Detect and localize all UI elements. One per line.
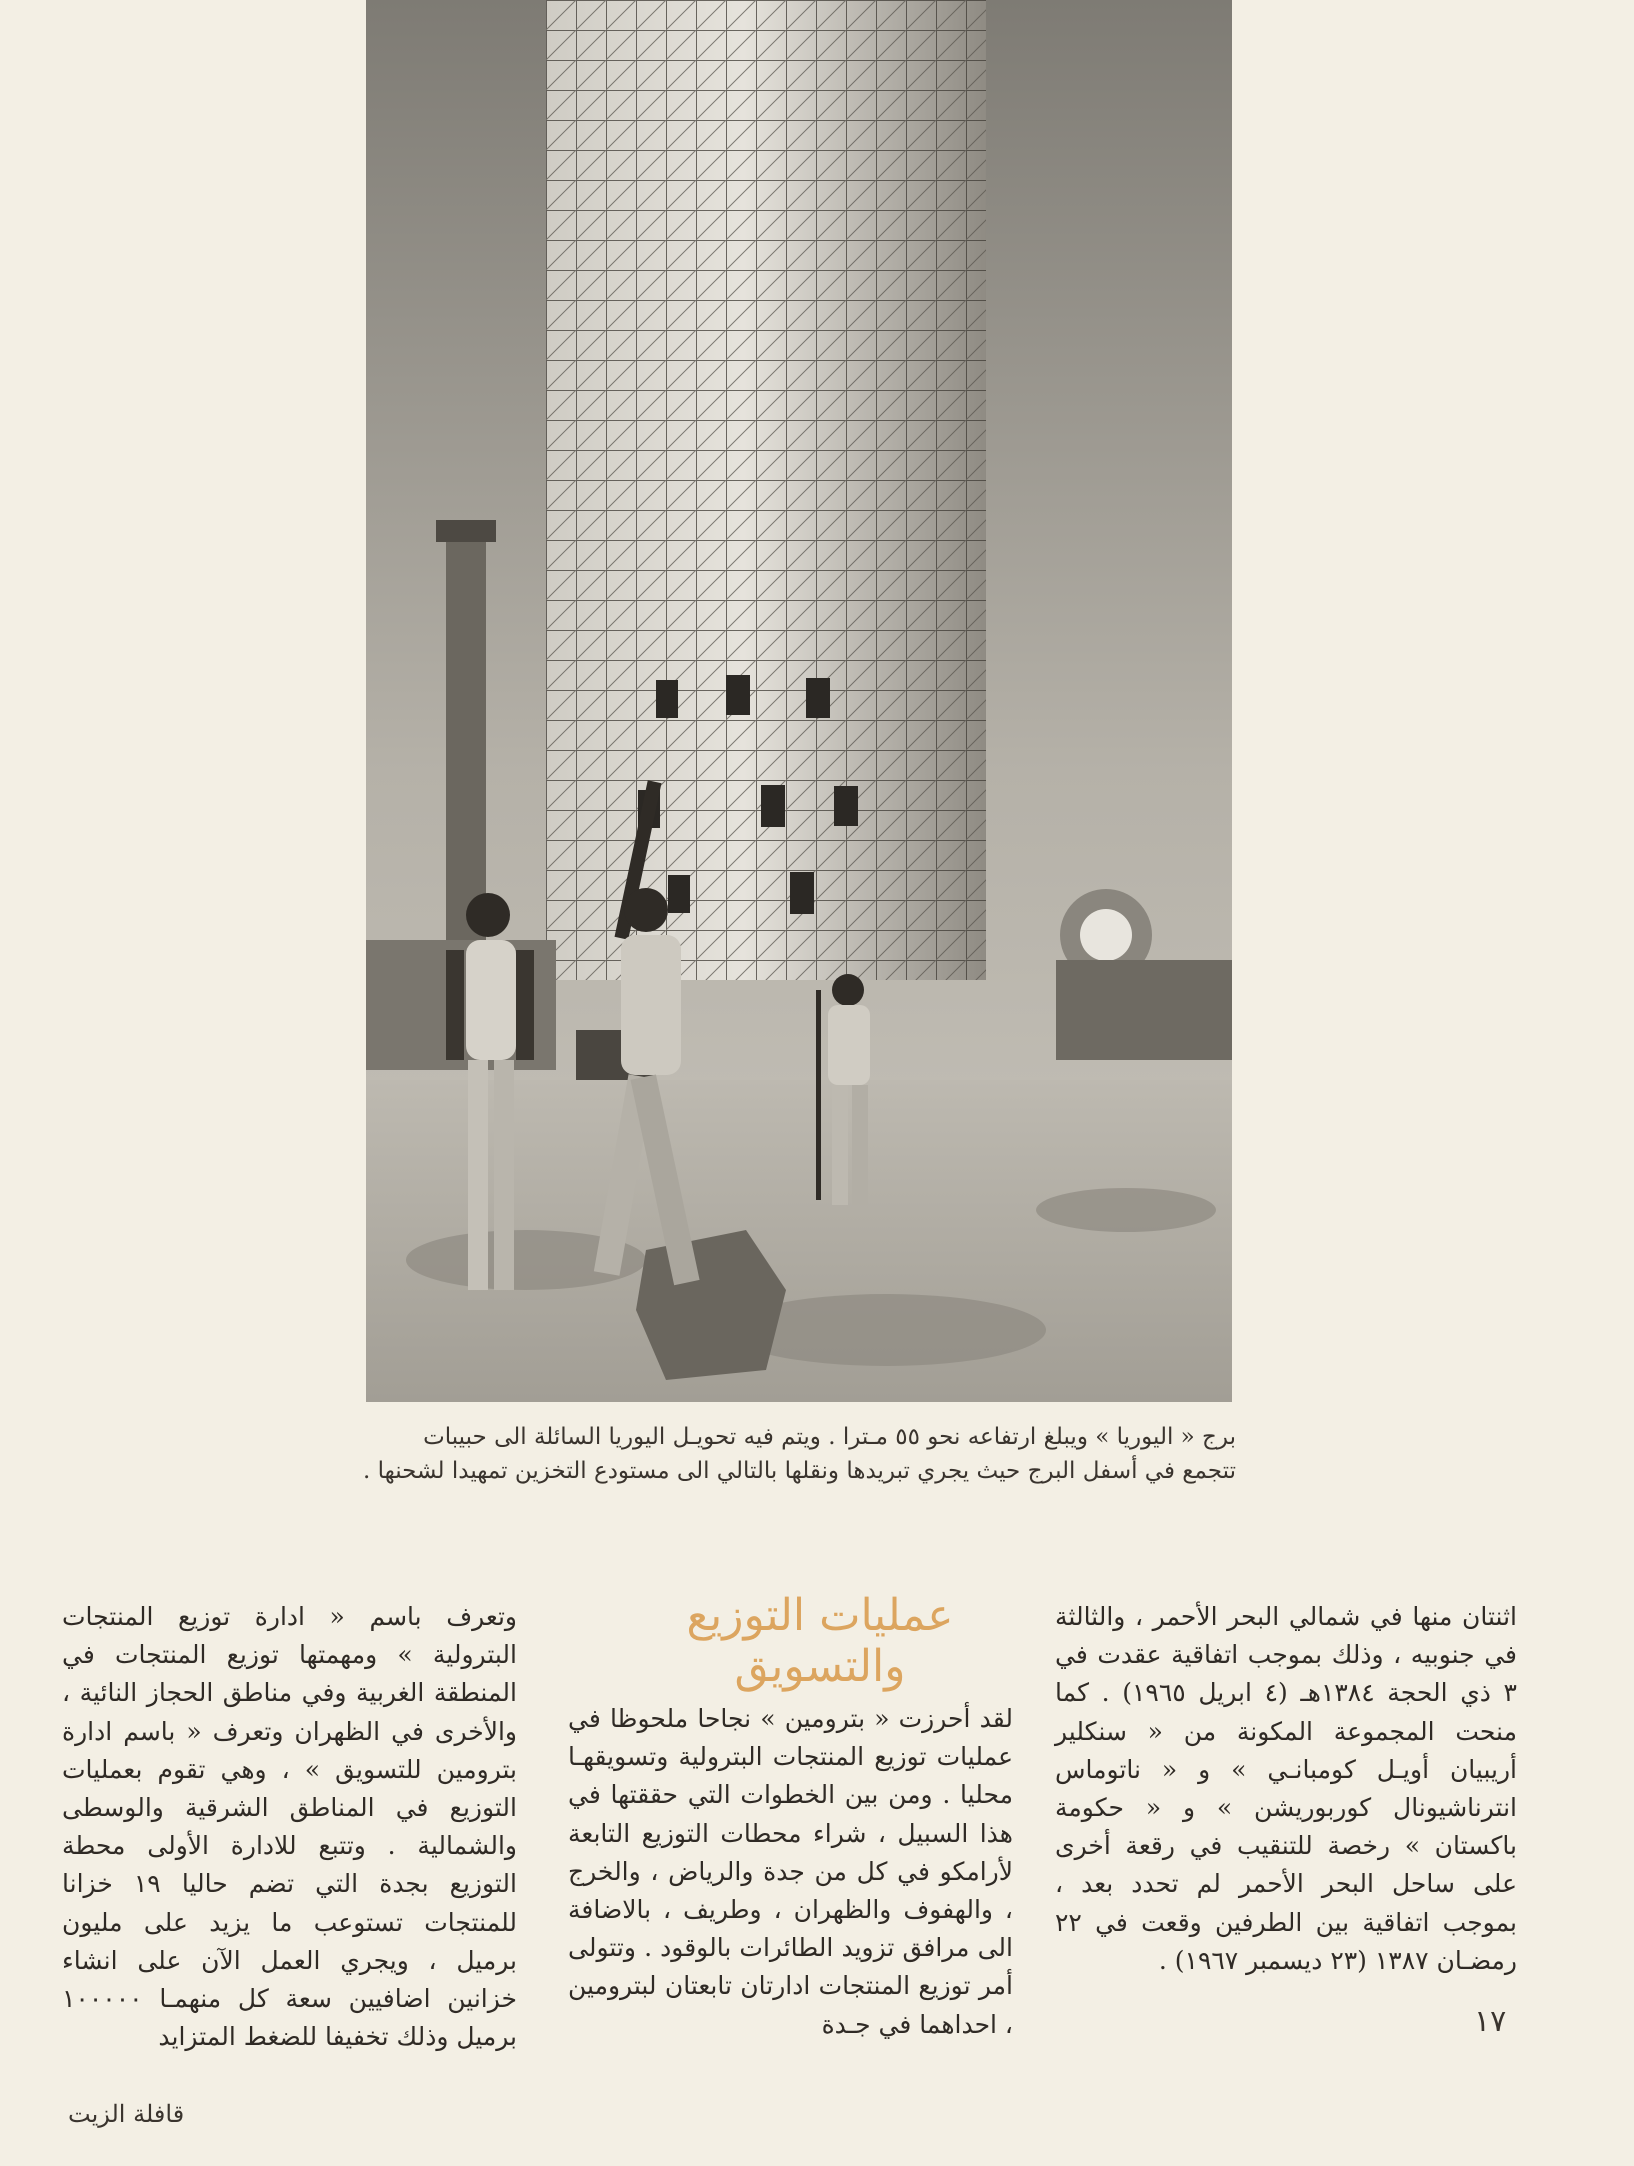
photo-caption — [356, 1420, 1236, 1488]
magazine-name: قافلة الزيت — [68, 2100, 185, 2128]
column-right-paragraph: اثنتان منها في شمالي البحر الأحمر ، والثالثة في جنوبيه ، وذلك بموجب اتفاقية عقدت في ٣ ذي الحجة ١٣٨٤هـ (٤ ابريل ١٩٦٥) . كما منحت المجموعة المكونة من « سنكلير أريبيان أويـل كومبانـي » و « ناتوماس انترناشيونال كوربوريشن » و « حكومة باكستان » رخصة للتنقيب في رقعة أخرى على ساحل البحر الأحمر لم تحدد بعد ، بموجب اتفاقية بين الطرفين وقعت في ٢٢ رمضـان ١٣٨٧ (٢٣ ديسمبر ١٩٦٧) . — [1055, 1602, 1517, 1975]
caption-line-1: برج « اليوريا » ويبلغ ارتفاعه نحو ٥٥ مـترا . ويتم فيه تحويـل اليوريا السائلة الى حبيبات — [423, 1424, 1236, 1450]
urea-tower-photo — [366, 0, 1232, 1402]
text-column-middle — [568, 1600, 1013, 2044]
caption-line-2: تتجمع في أسفل البرج حيث يجري تبريدها ونقلها بالتالي الى مستودع التخزين تمهيدا لشحنها . — [363, 1458, 1236, 1484]
page-number: ١٧ — [1474, 2004, 1507, 2039]
column-middle-paragraph: لقد أحرزت « بترومين » نجاحا ملحوظا في عمليات توزيع المنتجات البترولية وتسويقهـا محليا . ومن بين الخطوات التي حققتها في هذا السبيل ، شراء محطات التوزيع التابعة لأرامكو في كل من جدة والرياض ، والخرج ، والهفوف والظهران ، وطريف ، بالاضافة الى مرافق تزويد الطائرات بالوقود . وتتولى أمر توزيع المنتجات ادارتان تابعتان لبترومين ، احداهما في جـدة — [568, 1704, 1013, 2039]
text-column-left — [62, 1598, 517, 2056]
text-column-right — [1055, 1598, 1517, 1980]
photo-illustration — [366, 0, 1232, 1402]
column-left-paragraph: وتعرف باسم « ادارة توزيع المنتجات البترولية » ومهمتها توزيع المنتجات في المنطقة الغربية وفي مناطق الحجاز النائية ، والأخرى في الظهران وتعرف « باسم ادارة بترومين للتسويق » ، وهي تقوم بعمليات التوزيع في المناطق الشرقية والوسطى والشمالية . وتتبع للادارة الأولى محطة التوزيع بجدة التي تضم حاليا ١٩ خزانا للمنتجات تستوعب ما يزيد على مليون برميل ، ويجري العمل الآن على انشاء خزانين اضافيين سعة كل منهمـا ١٠٠٠٠٠ برميل وذلك تخفيفا للضغط المتزايد — [62, 1602, 517, 2052]
section-title: عمليات التوزيع والتسويق — [686, 1590, 954, 1692]
